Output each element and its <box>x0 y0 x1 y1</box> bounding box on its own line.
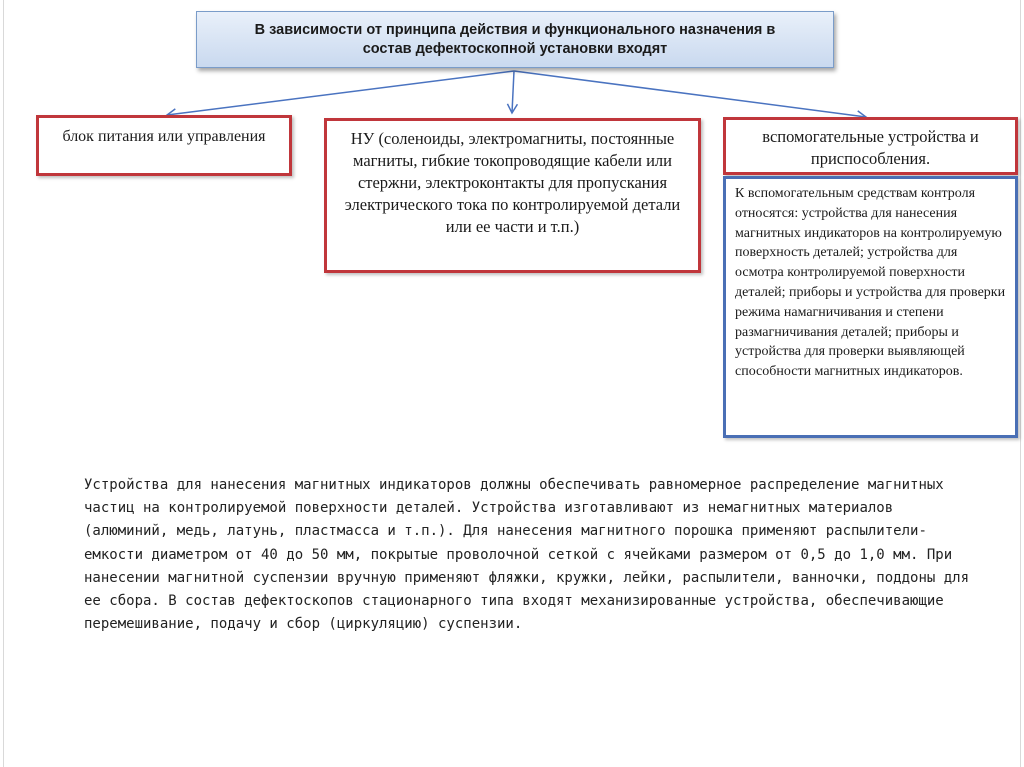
nu-text: НУ (соленоиды, электромагниты, постоянные магниты, гибкие токопроводящие кабели или стержни, электроконтакты для пропускания электрического тока по контролируемой детали или ее части и т.п.) <box>344 129 681 236</box>
power-block-text: блок питания или управления <box>62 128 266 145</box>
arrow-to-aux <box>514 71 866 117</box>
arrow-to-power <box>167 71 514 115</box>
diagram-title: В зависимости от принципа действия и функционального назначения в состав дефектоскопной установки входят <box>254 21 776 57</box>
diagram-title-box <box>196 11 834 68</box>
aux-devices-box <box>723 117 1018 175</box>
arrow-to-nu <box>512 71 514 113</box>
body-paragraph <box>84 474 974 636</box>
nu-box <box>324 118 701 273</box>
aux-detail-box <box>723 176 1018 438</box>
power-block-box <box>36 115 292 176</box>
aux-detail-text: К вспомогательным средствам контроля относятся: устройства для нанесения магнитных индикаторов на контролируемую поверхность деталей; устройства для осмотра контролируемой поверхности деталей; приборы и устройства для проверки режима намагничивания и степени размагничивания деталей; приборы и устройства для проверки выявляющей способности магнитных индикаторов. <box>735 186 1006 380</box>
body-paragraph-text: Устройства для нанесения магнитных индикаторов должны обеспечивать равномерное распределение магнитных частиц на контролируемой поверхности деталей. Устройства изготавливают из немагнитных материалов (алюминий, медь, латунь, пластмасса и т.п.). Для нанесения магнитного порошка применяют распылители-емкости диаметром от 40 до 50 мм, покрытые проволочной сеткой с ячейками размером от 0,5 до 1,0 мм. При нанесении магнитной суспензии вручную применяют фляжки, кружки, лейки, распылители, ванночки, поддоны для ее сбора. В состав дефектоскопов стационарного типа входят механизированные устройства, обеспечивающие перемешивание, подачу и сбор (циркуляцию) суспензии. <box>84 477 970 633</box>
aux-devices-text: вспомогательные устройства и приспособления. <box>762 127 979 168</box>
